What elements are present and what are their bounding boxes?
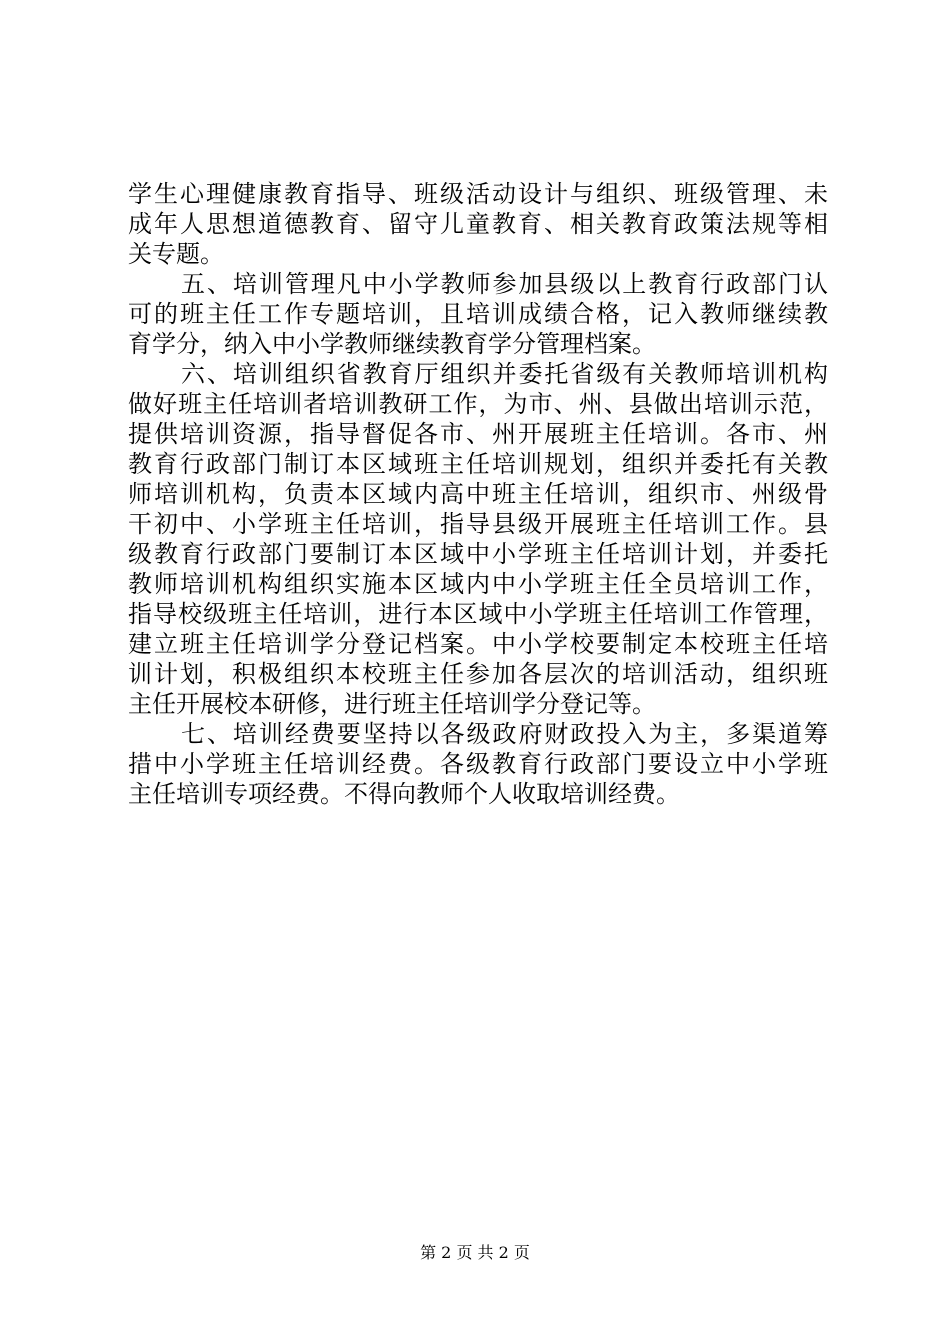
body-text-line: 干初中、小学班主任培训，指导县级开展班主任培训工作。县 xyxy=(128,510,828,538)
body-text-line: 关专题。 xyxy=(128,240,224,268)
body-text-line: 级教育行政部门要制订本区域中小学班主任培训计划，并委托 xyxy=(128,540,828,568)
body-text-line: 教师培训机构组织实施本区域内中小学班主任全员培训工作， xyxy=(128,570,828,598)
body-text-line: 主任培训专项经费。不得向教师个人收取培训经费。 xyxy=(128,780,680,808)
body-text-line: 做好班主任培训者培训教研工作，为市、州、县做出培训示范， xyxy=(128,390,828,418)
body-text-line: 建立班主任培训学分登记档案。中小学校要制定本校班主任培 xyxy=(128,630,828,658)
page-number-footer: 第 2 页 共 2 页 xyxy=(420,1243,530,1262)
body-text-line: 可的班主任工作专题培训，且培训成绩合格，记入教师继续教 xyxy=(128,300,828,328)
body-text-line: 教育行政部门制订本区域班主任培训规划，组织并委托有关教 xyxy=(128,450,828,478)
body-text-line: 提供培训资源，指导督促各市、州开展班主任培训。各市、州 xyxy=(128,420,828,448)
body-text-line: 成年人思想道德教育、留守儿童教育、相关教育政策法规等相 xyxy=(128,210,828,238)
body-text-line: 主任开展校本研修，进行班主任培训学分登记等。 xyxy=(128,690,656,718)
body-text-line: 师培训机构，负责本区域内高中班主任培训，组织市、州级骨 xyxy=(128,480,828,508)
body-text-line: 训计划，积极组织本校班主任参加各层次的培训活动，组织班 xyxy=(128,660,828,688)
body-text-line: 措中小学班主任培训经费。各级教育行政部门要设立中小学班 xyxy=(128,750,828,778)
body-text-line: 五、培训管理凡中小学教师参加县级以上教育行政部门认 xyxy=(181,270,828,298)
body-text-line: 学生心理健康教育指导、班级活动设计与组织、班级管理、未 xyxy=(128,180,828,208)
body-text-line: 指导校级班主任培训，进行本区域中小学班主任培训工作管理， xyxy=(128,600,828,628)
body-text-line: 七、培训经费要坚持以各级政府财政投入为主，多渠道筹 xyxy=(181,720,828,748)
body-text-line: 六、培训组织省教育厅组织并委托省级有关教师培训机构 xyxy=(181,360,828,388)
body-text-line: 育学分，纳入中小学教师继续教育学分管理档案。 xyxy=(128,330,656,358)
